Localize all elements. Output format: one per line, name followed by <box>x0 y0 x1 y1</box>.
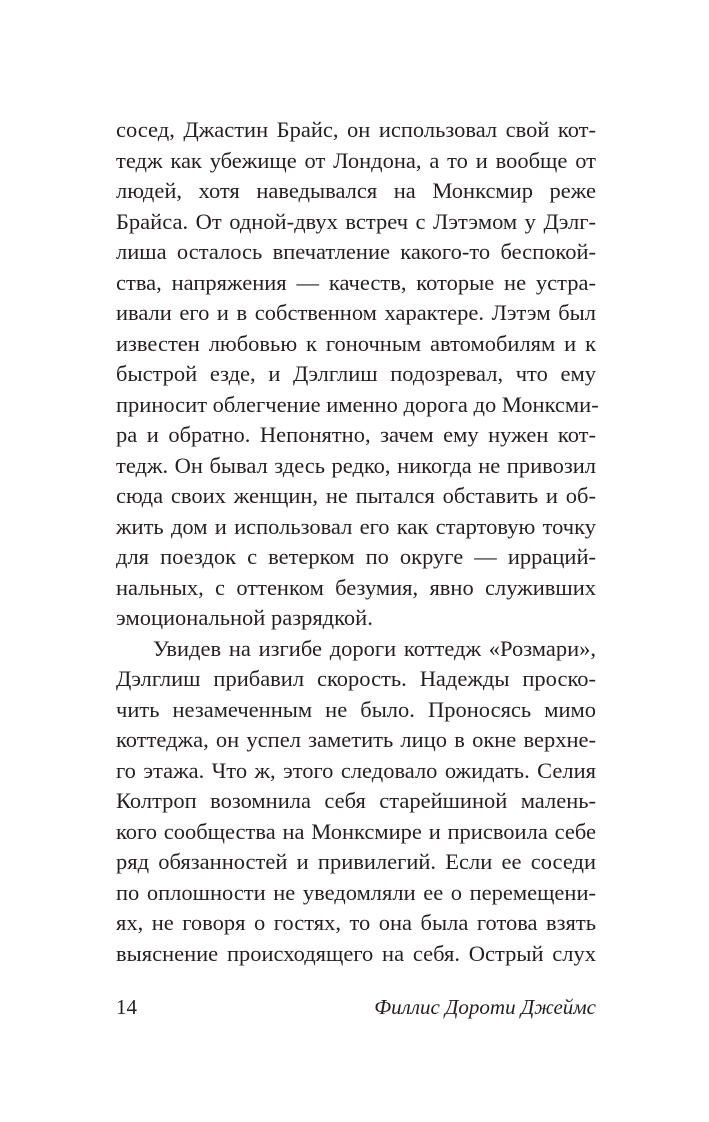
text-line: людей, хотя наведывался на Монксмир реже <box>116 178 596 203</box>
text-line: выяснение происходящего на себя. Острый слух <box>116 940 596 966</box>
text-line: быстрой езде, и Дэлглиш подозревал, что ему <box>116 361 596 386</box>
page-number: 14 <box>116 995 137 1019</box>
text-line: Дэлглиш прибавил скорость. Надежды проско- <box>116 666 596 691</box>
running-title: Филлис Дороти Джеймс <box>374 995 596 1019</box>
text-line: для поездок с ветерком по округе — ирраций- <box>116 544 596 569</box>
text-line: Колтроп возомнила себя старейшиной малень- <box>116 788 596 813</box>
paragraph <box>116 634 596 970</box>
text-line: известен любовью к гоночным автомобилям и к <box>116 330 596 356</box>
text-line: Увидев на изгибе дороги коттедж «Розмари», <box>153 635 596 661</box>
text-line: жить дом и использовал его как стартовую точку <box>116 513 596 539</box>
text-line: тедж как убежище от Лондона, а то и вообще от <box>116 147 596 173</box>
text-line: сосед, Джастин Брайс, он использовал свой кот- <box>116 117 596 142</box>
paragraph <box>116 115 599 634</box>
text-line: нальных, с оттенком безумия, явно служивших <box>116 574 596 600</box>
text-line: ях, не говоря о гостях, то она была готова взять <box>116 910 596 935</box>
text-line: приносит облегчение именно дорога до Монксми- <box>116 391 599 417</box>
text-line: ивали его и в собственном характере. Лэтэм был <box>116 300 596 325</box>
text-line: сюда своих женщин, не пытался обставить и об- <box>116 483 596 508</box>
text-line: по оплошности не уведомляли ее о перемещени- <box>116 879 596 905</box>
text-line: кого сообщества на Монксмире и присвоила себе <box>116 818 596 844</box>
text-line: лиша осталось впечатление какого-то беспокой- <box>116 239 596 264</box>
text-line: ра и обратно. Непонятно, зачем ему нужен кот- <box>116 422 596 447</box>
text-line: ства, напряжения — качеств, которые не устра- <box>116 269 596 295</box>
text-line: ряд обязанностей и привилегий. Если ее соседи <box>116 849 596 874</box>
text-line: эмоциональной разрядкой. <box>116 605 373 630</box>
body-text <box>116 115 599 969</box>
text-line: коттеджа, он успел заметить лицо в окне верхне- <box>116 727 596 752</box>
text-line: тедж. Он бывал здесь редко, никогда не привозил <box>116 452 596 478</box>
page-footer <box>116 992 596 1022</box>
text-line: го этажа. Что ж, этого следовало ожидать. Селия <box>116 757 596 783</box>
text-line: чить незамеченным не было. Проносясь мимо <box>116 696 596 722</box>
text-line: Брайса. От одной-двух встреч с Лэтэмом у Дэлг- <box>116 208 596 234</box>
